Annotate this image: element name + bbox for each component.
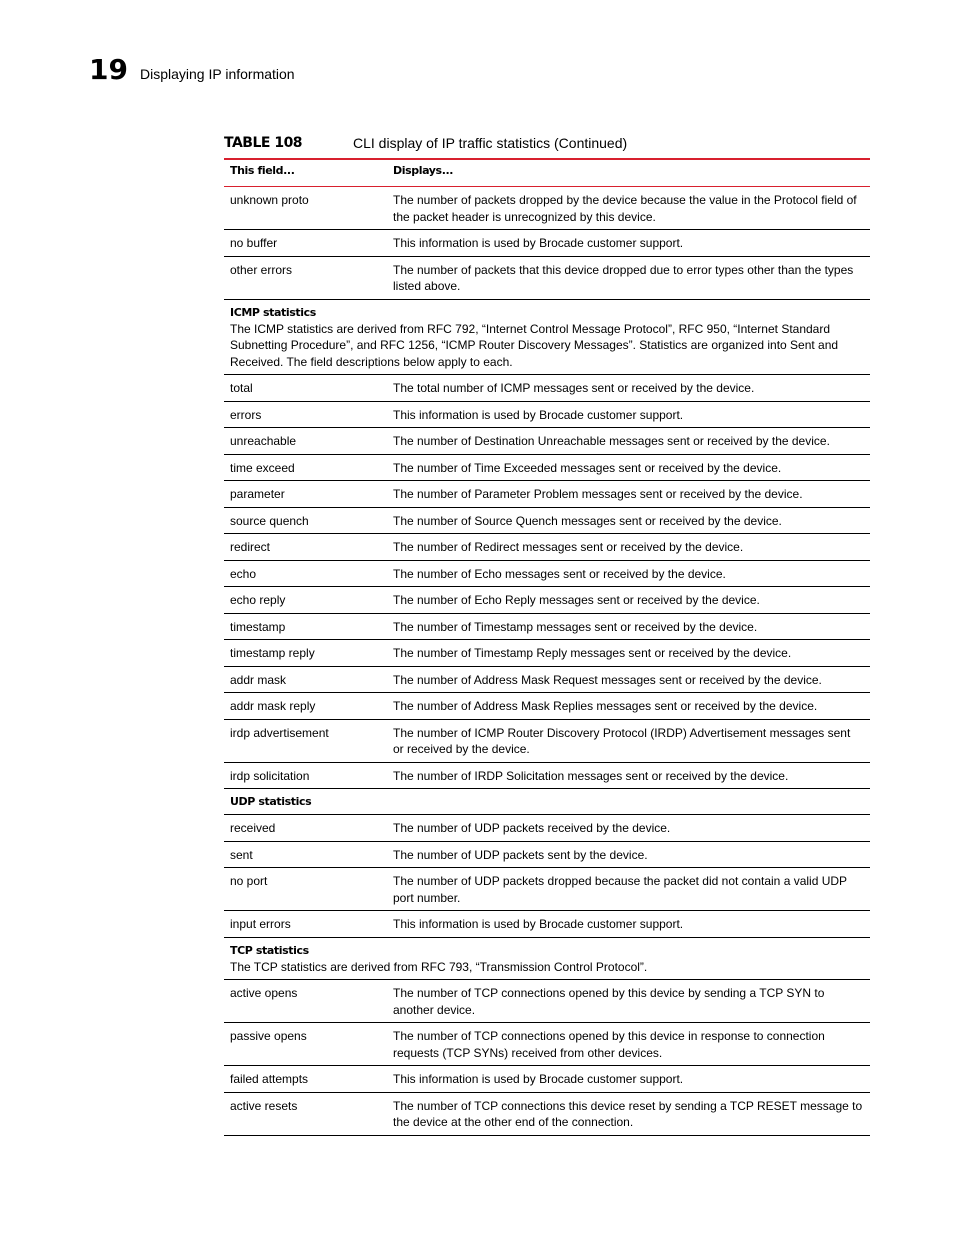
field-name: no port <box>224 868 387 911</box>
field-description: The number of UDP packets dropped because the packet did not contain a valid UDP port number. <box>387 868 870 911</box>
table-row <box>224 481 870 508</box>
field-description: The number of Echo Reply messages sent or received by the device. <box>387 587 870 614</box>
field-name: active opens <box>224 980 387 1023</box>
table-row <box>224 640 870 667</box>
table-row <box>224 454 870 481</box>
field-description: The number of Address Mask Request messages sent or received by the device. <box>387 666 870 693</box>
table-row <box>224 560 870 587</box>
field-name: unreachable <box>224 428 387 455</box>
field-name: irdp solicitation <box>224 762 387 789</box>
field-description: The number of TCP connections opened by this device in response to connection requests (TCP SYNs) received from other devices. <box>387 1023 870 1066</box>
field-name: parameter <box>224 481 387 508</box>
field-description: The total number of ICMP messages sent or received by the device. <box>387 375 870 402</box>
field-name: echo reply <box>224 587 387 614</box>
table-row <box>224 762 870 789</box>
section-title-icmp: ICMP statistics <box>230 305 316 319</box>
table-row <box>224 375 870 402</box>
section-description-icmp: The ICMP statistics are derived from RFC 792, “Internet Control Message Protocol”, RFC 950, “Internet Standard Subnetting Procedure”, and RFC 1256, “ICMP Router Discovery Messages”. Statistics are organized into Sent and Received. The field descriptions below apply to each. <box>230 321 839 369</box>
column-header-field: This field... <box>224 160 387 187</box>
table-row <box>224 187 870 230</box>
field-description: The number of Redirect messages sent or received by the device. <box>387 534 870 561</box>
table-row <box>224 693 870 720</box>
field-description: This information is used by Brocade customer support. <box>387 1066 870 1093</box>
section-row-tcp <box>224 937 870 980</box>
field-description: The number of IRDP Solicitation messages sent or received by the device. <box>387 762 870 789</box>
section-cell-icmp <box>224 299 870 375</box>
table-label: TABLE 108 <box>224 135 303 151</box>
field-description: This information is used by Brocade customer support. <box>387 401 870 428</box>
table-row <box>224 719 870 762</box>
section-cell-udp <box>224 789 870 815</box>
field-name: input errors <box>224 911 387 938</box>
field-name: errors <box>224 401 387 428</box>
table-row <box>224 841 870 868</box>
section-description-tcp: The TCP statistics are derived from RFC 793, “Transmission Control Protocol”. <box>230 959 648 974</box>
field-description: The number of Destination Unreachable messages sent or received by the device. <box>387 428 870 455</box>
field-name: echo <box>224 560 387 587</box>
section-row-icmp <box>224 299 870 375</box>
table-row <box>224 980 870 1023</box>
field-name: active resets <box>224 1092 387 1135</box>
table-row <box>224 815 870 842</box>
column-header-displays: Displays... <box>387 160 870 187</box>
chapter-number: 19 <box>89 53 128 86</box>
table-caption <box>224 134 870 160</box>
table-title: CLI display of IP traffic statistics (Continued) <box>353 135 628 151</box>
field-name: unknown proto <box>224 187 387 230</box>
field-name: irdp advertisement <box>224 719 387 762</box>
field-description: The number of packets that this device dropped due to error types other than the types listed above. <box>387 256 870 299</box>
section-cell-tcp <box>224 937 870 980</box>
field-description: The number of Timestamp messages sent or received by the device. <box>387 613 870 640</box>
field-description: The number of Source Quench messages sent or received by the device. <box>387 507 870 534</box>
field-name: passive opens <box>224 1023 387 1066</box>
table-row <box>224 534 870 561</box>
ip-traffic-statistics-table <box>224 160 870 1136</box>
section-title-udp: UDP statistics <box>230 795 312 808</box>
table-row <box>224 1092 870 1135</box>
field-name: redirect <box>224 534 387 561</box>
field-name: no buffer <box>224 230 387 257</box>
table-row <box>224 1066 870 1093</box>
section-row-udp <box>224 789 870 815</box>
field-description: The number of Echo messages sent or received by the device. <box>387 560 870 587</box>
table-row <box>224 666 870 693</box>
table-row <box>224 256 870 299</box>
table-row <box>224 507 870 534</box>
table-row <box>224 613 870 640</box>
field-name: timestamp <box>224 613 387 640</box>
table-row <box>224 868 870 911</box>
field-name: addr mask <box>224 666 387 693</box>
table-row <box>224 230 870 257</box>
field-name: source quench <box>224 507 387 534</box>
field-description: This information is used by Brocade customer support. <box>387 911 870 938</box>
field-name: sent <box>224 841 387 868</box>
field-description: The number of ICMP Router Discovery Protocol (IRDP) Advertisement messages sent or received by the device. <box>387 719 870 762</box>
table-row <box>224 911 870 938</box>
field-description: This information is used by Brocade customer support. <box>387 230 870 257</box>
field-name: addr mask reply <box>224 693 387 720</box>
field-description: The number of UDP packets received by the device. <box>387 815 870 842</box>
table-row <box>224 428 870 455</box>
field-name: received <box>224 815 387 842</box>
field-description: The number of packets dropped by the device because the value in the Protocol field of the packet header is unrecognized by this device. <box>387 187 870 230</box>
field-name: time exceed <box>224 454 387 481</box>
chapter-title: Displaying IP information <box>140 66 295 82</box>
table-row <box>224 1023 870 1066</box>
table-header-row <box>224 160 870 187</box>
field-name: total <box>224 375 387 402</box>
field-description: The number of Address Mask Replies messages sent or received by the device. <box>387 693 870 720</box>
field-name: other errors <box>224 256 387 299</box>
field-description: The number of Parameter Problem messages sent or received by the device. <box>387 481 870 508</box>
field-description: The number of Time Exceeded messages sent or received by the device. <box>387 454 870 481</box>
field-description: The number of TCP connections this device reset by sending a TCP RESET message to the device at the other end of the connection. <box>387 1092 870 1135</box>
field-description: The number of UDP packets sent by the device. <box>387 841 870 868</box>
table-row <box>224 587 870 614</box>
section-title-tcp: TCP statistics <box>230 943 309 957</box>
field-description: The number of TCP connections opened by this device by sending a TCP SYN to another device. <box>387 980 870 1023</box>
table-row <box>224 401 870 428</box>
field-name: failed attempts <box>224 1066 387 1093</box>
field-description: The number of Timestamp Reply messages sent or received by the device. <box>387 640 870 667</box>
field-name: timestamp reply <box>224 640 387 667</box>
